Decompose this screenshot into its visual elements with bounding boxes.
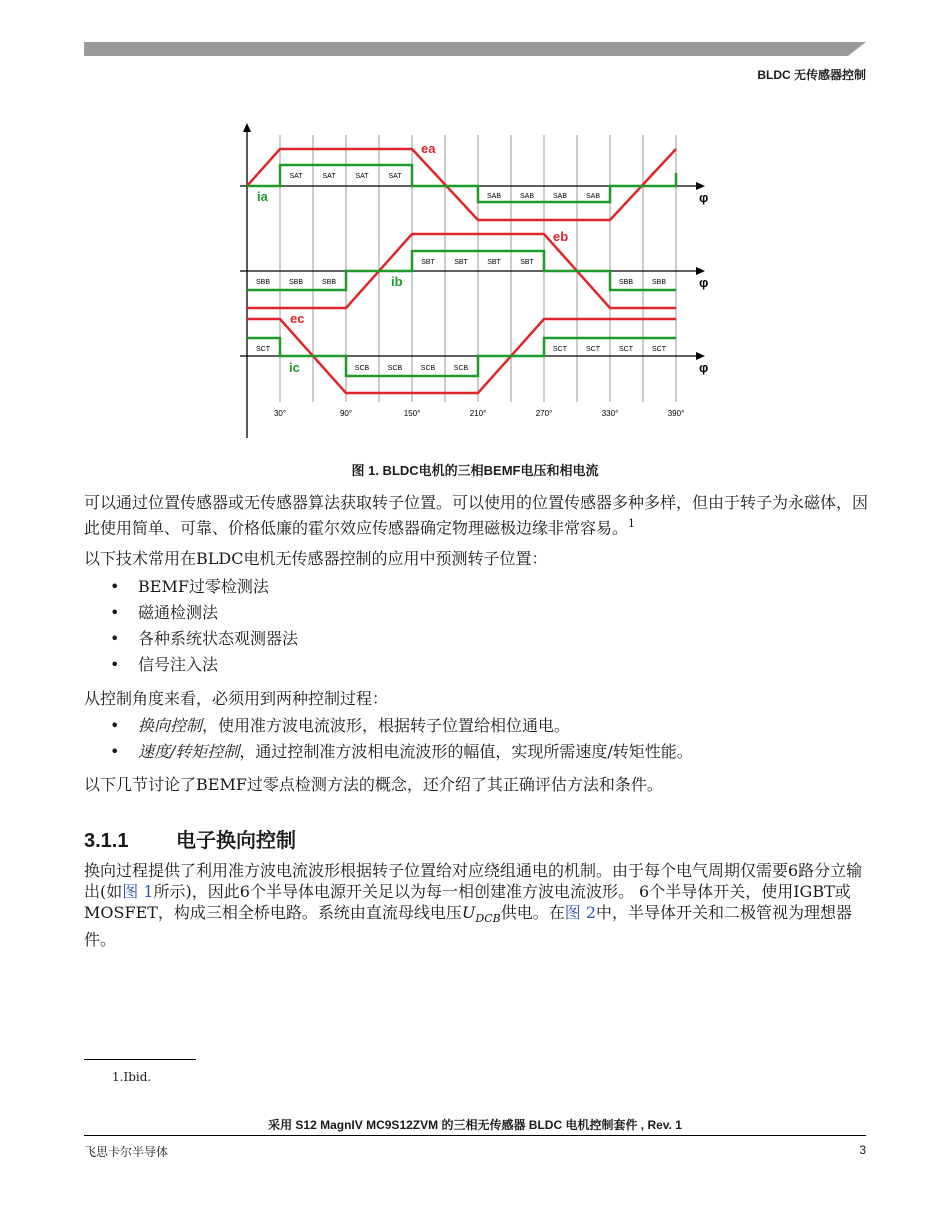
ia-label: ia: [257, 189, 268, 204]
switch-label: SAB: [519, 193, 535, 200]
list-item: • 速度/转矩控制，通过控制准方波相电流波形的幅值，实现所需速度/转矩性能。: [110, 739, 693, 765]
bemf-current-figure: [235, 120, 715, 445]
footnote-divider: [84, 1059, 196, 1060]
control-list: [110, 713, 693, 765]
footer-company: 飞思卡尔半导体: [84, 1145, 169, 1159]
switch-label: SAT: [355, 173, 369, 180]
footer-divider: [84, 1135, 866, 1136]
switch-label: SBT: [454, 259, 468, 266]
switch-label: SCB: [387, 365, 403, 372]
list-item: • 磁通检测法: [110, 600, 298, 626]
list-item: • BEMF过零检测法: [110, 574, 298, 600]
ic-label: ic: [289, 360, 300, 375]
switch-label: SBT: [487, 259, 501, 266]
eb-label: eb: [553, 229, 569, 244]
switch-label: SBB: [321, 279, 337, 286]
angle-tick: 150°: [403, 409, 421, 418]
switch-label: SBB: [618, 279, 634, 286]
ib-label: ib: [391, 274, 403, 289]
header-bar: [84, 42, 866, 56]
switch-label: SAB: [585, 193, 601, 200]
ia-waveform: [247, 165, 676, 202]
switch-label: SAT: [322, 173, 336, 180]
switch-label: SBT: [520, 259, 534, 266]
angle-tick: 30°: [273, 409, 287, 418]
switch-label: SBB: [288, 279, 304, 286]
angle-tick: 210°: [469, 409, 487, 418]
switch-label: SCB: [453, 365, 469, 372]
paragraph-5: 换向过程提供了利用准方波电流波形根据转子位置给对应绕组通电的机制。由于每个电气周期仅需要6路分立输出(如图 1所示)，因此6个半导体电源开关足以为每一相创建准方波电流波形。 6个半导体开关，使用IGBT或MOSFET，构成三相全桥电路。系统由直流母线电压$U_{DCB}$供电。在图 2中，半导体开关和二极管视为理想器件。: [84, 861, 863, 950]
switch-label: SBB: [651, 279, 667, 286]
switch-label: SAB: [486, 193, 502, 200]
page-number: 3: [859, 1143, 866, 1157]
figure-caption: 图 1. BLDC电机的三相BEMF电压和相电流: [351, 463, 599, 478]
list-item: • 信号注入法: [110, 652, 298, 678]
figure-1-link[interactable]: 图 1: [122, 882, 154, 901]
list-item: • 换向控制，使用准方波电流波形，根据转子位置给相位通电。: [110, 713, 693, 739]
switch-label: SAT: [388, 173, 402, 180]
figure-2-link[interactable]: 图 2: [564, 903, 597, 922]
footnote: 1.Ibid.: [112, 1070, 152, 1084]
footer-title: 采用 S12 MagnIV MC9S12ZVM 的三相无传感器 BLDC 电机控制套件 , Rev. 1: [268, 1118, 682, 1132]
phi-label-b: φ: [699, 275, 709, 290]
paragraph-2: 以下技术常用在BLDC电机无传感器控制的应用中预测转子位置：: [84, 549, 548, 568]
switch-label: SBB: [255, 279, 271, 286]
paragraph-1: 可以通过位置传感器或无传感器算法获取转子位置。可以使用的位置传感器多种多样，但由于转子为永磁体，因此使用简单、可靠、价格低廉的霍尔效应传感器确定物理磁极边缘非常容易。$^1$: [84, 493, 869, 538]
ea-label: ea: [421, 141, 436, 156]
switch-label: SCB: [420, 365, 436, 372]
ec-label: ec: [290, 311, 305, 326]
switch-label: SCB: [354, 365, 370, 372]
list-item: • 各种系统状态观测器法: [110, 626, 298, 652]
ea-waveform: [247, 149, 676, 220]
switch-label: SAT: [289, 173, 303, 180]
angle-tick: 90°: [339, 409, 353, 418]
running-header: BLDC 无传感器控制: [757, 68, 866, 82]
phi-label-c: φ: [699, 360, 709, 375]
switch-label: SBT: [421, 259, 435, 266]
paragraph-3: 从控制角度来看，必须用到两种控制过程：: [84, 689, 389, 708]
technique-list: [110, 574, 298, 678]
switch-label: SCT: [586, 346, 600, 353]
footnote-ref: 1: [628, 517, 636, 530]
switch-label: SCT: [256, 346, 270, 353]
switch-label: SCT: [619, 346, 633, 353]
section-heading: 3.1.1 电子换向控制: [84, 830, 296, 852]
switch-label: SCT: [652, 346, 666, 353]
axis-arrows: [243, 123, 705, 360]
phi-label-a: φ: [699, 190, 709, 205]
angle-tick: 390°: [667, 409, 685, 418]
paragraph-4: 以下几节讨论了BEMF过零点检测方法的概念，还介绍了其正确评估方法和条件。: [84, 775, 663, 794]
angle-tick: 270°: [535, 409, 553, 418]
angle-tick: 330°: [601, 409, 619, 418]
switch-label: SCT: [553, 346, 567, 353]
switch-label: SAB: [552, 193, 568, 200]
